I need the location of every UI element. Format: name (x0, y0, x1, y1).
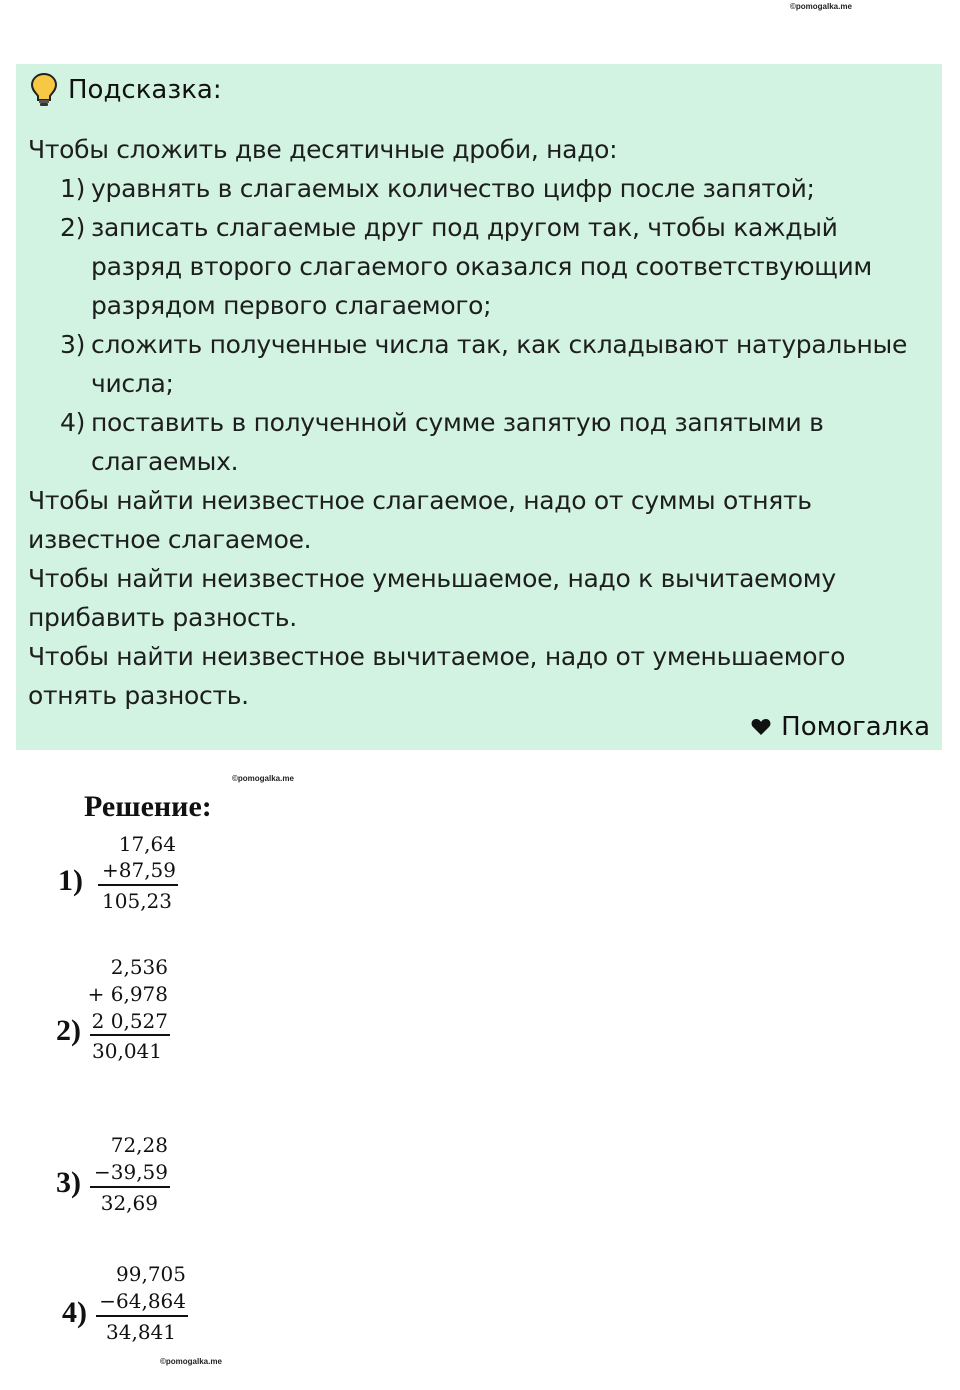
item-label-3: 3) (56, 1166, 81, 1199)
watermark-top: ©pomogalka.me (790, 2, 852, 11)
hint-rule-2: Чтобы найти неизвестное уменьшаемое, надо к вычитаемому (28, 564, 836, 593)
operand: + 6,978 (87, 982, 168, 1006)
hint-step-2 (60, 208, 838, 247)
step-text: сложить полученные числа так, как складывают натуральные (91, 330, 908, 359)
item-label-1: 1) (58, 864, 83, 897)
step-number: 3) (60, 330, 86, 359)
operand: 72,28 (110, 1133, 168, 1157)
heart-icon (751, 718, 771, 736)
result-line (90, 1186, 170, 1188)
step-number: 2) (60, 213, 86, 242)
lightbulb-icon (30, 72, 58, 108)
solution-title: Решение: (84, 790, 212, 823)
signature (751, 712, 930, 742)
operand: 2 0,527 (91, 1009, 168, 1033)
step-text: уравнять в слагаемых количество цифр после запятой; (91, 174, 815, 203)
result: 30,041 (92, 1039, 162, 1063)
hint-step-2-cont: разрядом первого слагаемого; (91, 291, 492, 320)
signature-text: Помогалка (781, 712, 930, 742)
step-text: поставить в полученной сумме запятую под запятыми в (91, 408, 824, 437)
operand: 2,536 (110, 955, 168, 979)
result: 34,841 (106, 1320, 176, 1344)
hint-rule-2-cont: прибавить разность. (28, 603, 297, 632)
step-number: 1) (60, 174, 86, 203)
watermark-middle: ©pomogalka.me (232, 774, 294, 783)
step-text: записать слагаемые друг под другом так, чтобы каждый (91, 213, 838, 242)
hint-rule-1: Чтобы найти неизвестное слагаемое, надо от суммы отнять (28, 486, 812, 515)
result-line (96, 1315, 188, 1317)
hint-step-3 (60, 325, 907, 364)
operand: +87,59 (101, 858, 176, 882)
step-number: 4) (60, 408, 86, 437)
result: 32,69 (100, 1191, 158, 1215)
hint-step-3-cont: числа; (91, 369, 174, 398)
operand: 99,705 (116, 1262, 186, 1286)
result: 105,23 (102, 889, 172, 913)
operand: 17,64 (118, 832, 176, 856)
hint-header (30, 70, 222, 110)
operand: −64,864 (99, 1289, 186, 1313)
hint-step-1 (60, 169, 815, 208)
item-label-2: 2) (56, 1014, 81, 1047)
hint-intro: Чтобы сложить две десятичные дроби, надо: (28, 135, 618, 164)
watermark-bottom: ©pomogalka.me (160, 1357, 222, 1366)
hint-step-4-cont: слагаемых. (91, 447, 239, 476)
operand: −39,59 (93, 1160, 168, 1184)
hint-step-2-cont: разряд второго слагаемого оказался под соответствующим (91, 252, 872, 281)
hint-title: Подсказка: (68, 75, 222, 105)
hint-rule-3-cont: отнять разность. (28, 681, 249, 710)
item-label-4: 4) (62, 1296, 87, 1329)
hint-step-4 (60, 403, 824, 442)
result-line (90, 1034, 170, 1036)
hint-rule-1-cont: известное слагаемое. (28, 525, 312, 554)
hint-rule-3: Чтобы найти неизвестное вычитаемое, надо от уменьшаемого (28, 642, 846, 671)
result-line (98, 884, 178, 886)
